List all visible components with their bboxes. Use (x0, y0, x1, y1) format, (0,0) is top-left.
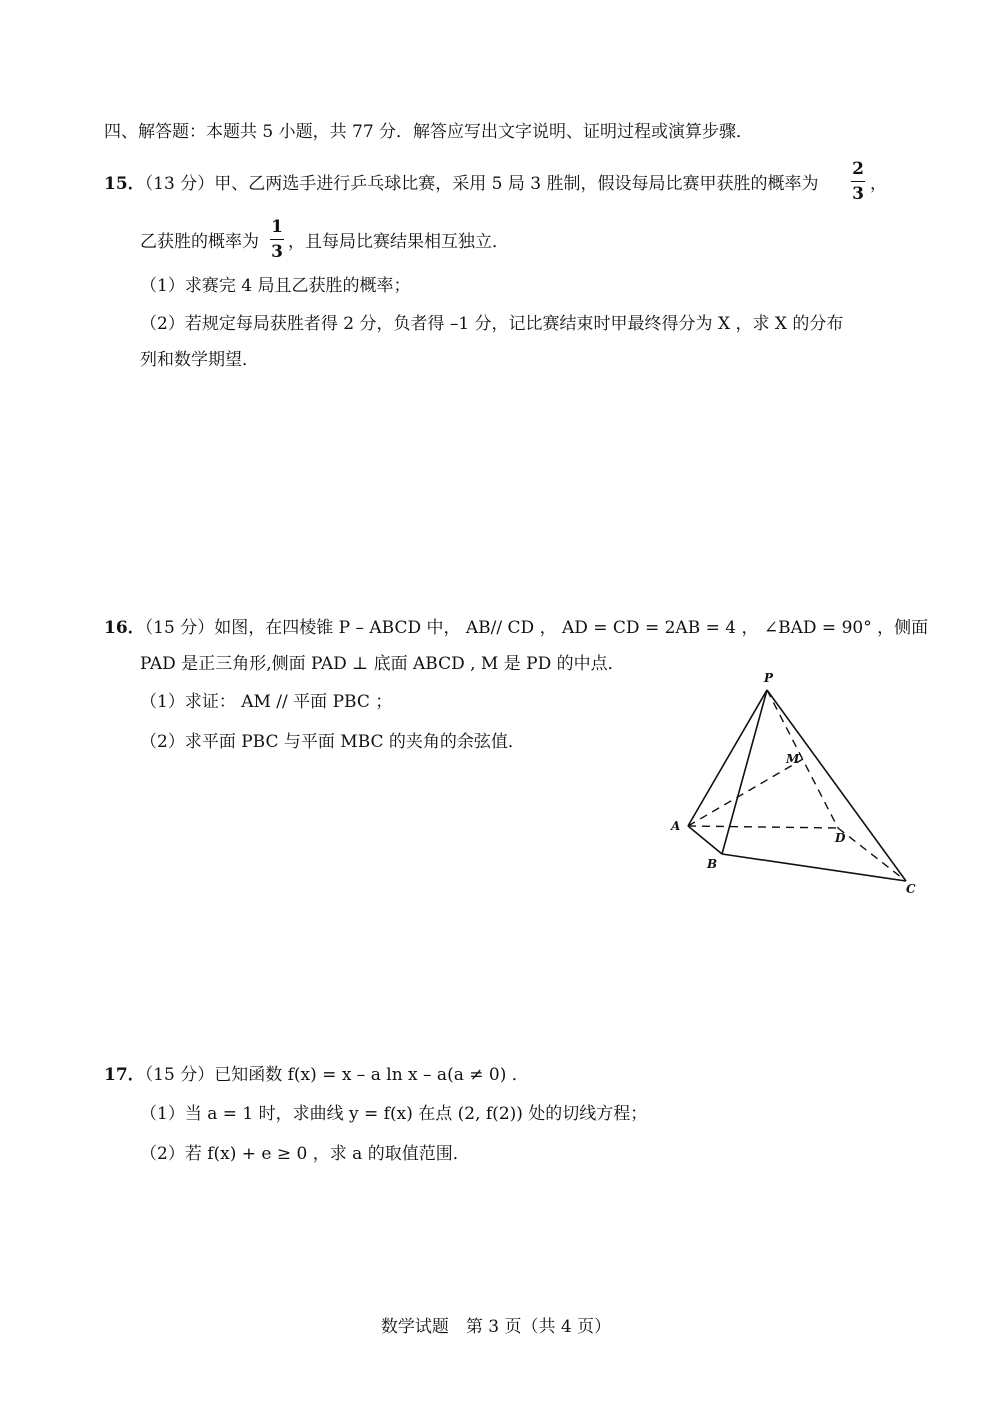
q15-line2: 乙获胜的概率为 (140, 232, 259, 252)
q16-line2: PAD 是正三角形,侧面 PAD ⊥ 底面 ABCD , M 是 PD 的中点． (140, 654, 625, 674)
edge-AB (688, 826, 722, 854)
q16-points: （15 分） (144, 618, 215, 638)
q15-line1-end: ， (870, 174, 887, 194)
label-M: M (786, 752, 800, 766)
q16-text1: 如图，在四棱锥 P – ABCD 中， AB// CD ， AD = CD = 2AB = 4 ， ∠BAD = 90° ，侧面 (214, 618, 929, 638)
label-P: P (764, 671, 774, 685)
q15-fraction-two-thirds (851, 158, 865, 205)
page-footer: 数学试题 第 3 页（共 4 页） (380, 1317, 612, 1337)
q15-points: （13 分） (144, 174, 215, 194)
edge-BC (722, 854, 906, 881)
q15-frac1-numerator: 2 (852, 159, 864, 179)
q16-number: 16． (104, 618, 145, 638)
q15-line2-end: ，且每局比赛结果相互独立． (288, 232, 509, 252)
label-B: B (707, 857, 718, 871)
q17-text1: 已知函数 f(x) = x – a ln x – a(a ≠ 0) ． (214, 1065, 529, 1085)
q15-number: 15． (104, 174, 145, 194)
q15-fraction-one-third (270, 216, 284, 263)
q15-part1: （1）求赛完 4 局且乙获胜的概率； (140, 276, 411, 296)
q16-part1: （1）求证： AM // 平面 PBC ； (140, 692, 393, 712)
section-header: 四、解答题：本题共 5 小题，共 77 分．解答应写出文字说明、证明过程或演算步骤． (104, 122, 754, 142)
q15-frac2-denominator: 3 (271, 242, 283, 262)
q15-part2-line1: （2）若规定每局获胜者得 2 分，负者得 –1 分，记比赛结束时甲最终得分为 X ，求 X 的分布 (140, 314, 844, 334)
q17-line1 (104, 1063, 529, 1087)
q15-frac2-numerator: 1 (271, 217, 283, 237)
q16-line1 (104, 616, 928, 640)
q15-line1 (104, 172, 818, 196)
q17-number: 17． (104, 1065, 145, 1085)
q17-part1: （1）当 a = 1 时，求曲线 y = f(x) 在点 (2, f(2)) 处的切线方程； (140, 1104, 648, 1124)
fraction-bar (851, 181, 865, 182)
q15-text1: 甲、乙两选手进行乒乓球比赛，采用 5 局 3 胜制，假设每局比赛甲获胜的概率为 (214, 174, 819, 194)
q15-frac1-denominator: 3 (852, 184, 864, 204)
label-D: D (835, 831, 846, 845)
edge-PB (722, 690, 767, 854)
q16-part2: （2）求平面 PBC 与平面 MBC 的夹角的余弦值． (140, 732, 525, 752)
pyramid-figure (660, 662, 920, 902)
q15-part2-line2: 列和数学期望． (140, 350, 259, 370)
label-C: C (906, 882, 916, 896)
q17-part2: （2）若 f(x) + e ≥ 0 ，求 a 的取值范围． (140, 1144, 470, 1164)
edge-PC (767, 690, 906, 881)
edge-PA (688, 690, 767, 826)
edge-AD (688, 826, 838, 828)
label-A: A (671, 819, 681, 833)
fraction-bar (270, 239, 284, 240)
q17-points: （15 分） (144, 1065, 215, 1085)
